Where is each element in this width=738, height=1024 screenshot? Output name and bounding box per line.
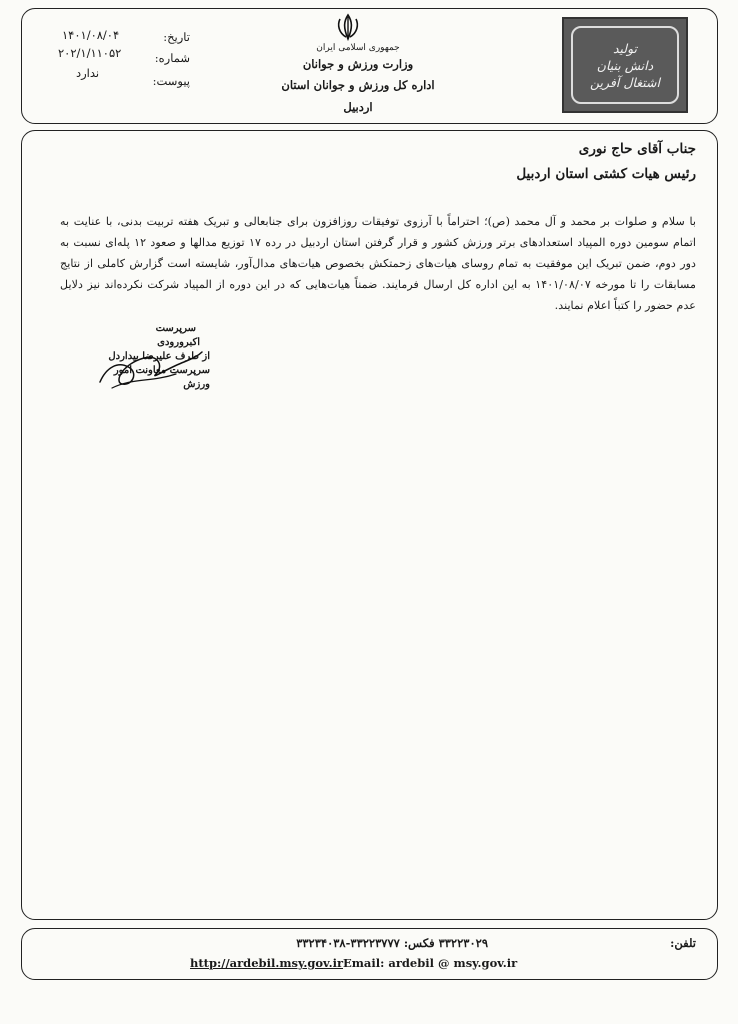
number-value: ۲۰۲/۱/۱۱۰۵۲ xyxy=(58,46,122,60)
contact-line xyxy=(190,956,517,970)
handwritten-signature-icon xyxy=(92,338,212,394)
website-link[interactable]: http://ardebil.msy.gov.ir xyxy=(190,956,343,970)
logo-line-2: دانش بنیان xyxy=(596,57,654,73)
letter-body: با سلام و صلوات بر محمد و آل محمد (ص)؛ احتراماً با آرزوی توفیقات روزافزون برای جنابعالی و تبریک هفته تربیت بدنی، با عنایت به اتمام سومین دوره المپیاد استعدادهای برتر ورزش کشور و قرار گرفتن استان اردبیل در رده ۱۷ توزیع مدالها و صعود ۱۲ پله‌ای نسبت به دور دوم، ضمن تبریک این موفقیت به تمام روسای هیات‌های زحمتکش بخصوص هیات‌های مدال‌آور، شایسته است گزارش کاملی از نتایج مسابقات را تا مورخه ۱۴۰۱/۰۸/۰۷ به این اداره کل ارسال فرمایند. ضمناً هیات‌هایی که در این دوره از المپیاد شرکت نکرده‌اند نیز دلایل عدم حضور را کتباً اعلام نمایند. xyxy=(60,215,697,312)
phone-numbers: ۳۳۲۲۳۰۲۹ فکس: ۳۳۲۲۳۷۷۷-۳۳۲۳۴۰۳۸ xyxy=(296,936,488,950)
number-label: شماره: xyxy=(154,51,190,65)
email-text: Email: ardebil @ msy.gov.ir xyxy=(343,956,518,970)
department-label: اداره کل ورزش و جوانان استان اردبیل xyxy=(281,78,435,114)
attachment-label: پیوست: xyxy=(152,74,190,88)
signature-name: اکبرورودی xyxy=(157,337,200,348)
signature-title: سرپرست xyxy=(155,323,196,334)
date-label: تاریخ: xyxy=(163,30,190,44)
attachment-value: ندارد xyxy=(76,66,100,80)
iran-emblem-icon xyxy=(335,13,361,41)
phone-label: تلفن: xyxy=(670,936,696,950)
date-value: ۱۴۰۱/۰۸/۰۴ xyxy=(62,28,120,42)
ministry-label: وزارت ورزش و جوانان xyxy=(302,57,414,71)
logo-line-1: تولید xyxy=(612,40,638,56)
republic-label: جمهوری اسلامی ایران xyxy=(316,43,400,53)
signature-position: سرپرست معاونت امور ورزش xyxy=(113,365,210,390)
slogan-logo xyxy=(562,17,688,113)
recipient-title: رئیس هیات کشتی استان اردبیل xyxy=(516,166,696,182)
ministry-heading xyxy=(268,42,448,118)
recipient-name: جناب آقای حاج نوری xyxy=(578,141,696,157)
logo-line-3: اشتغال آفرین xyxy=(590,74,660,90)
signature-on-behalf: از طرف علیرضا بیداردل xyxy=(108,351,210,362)
